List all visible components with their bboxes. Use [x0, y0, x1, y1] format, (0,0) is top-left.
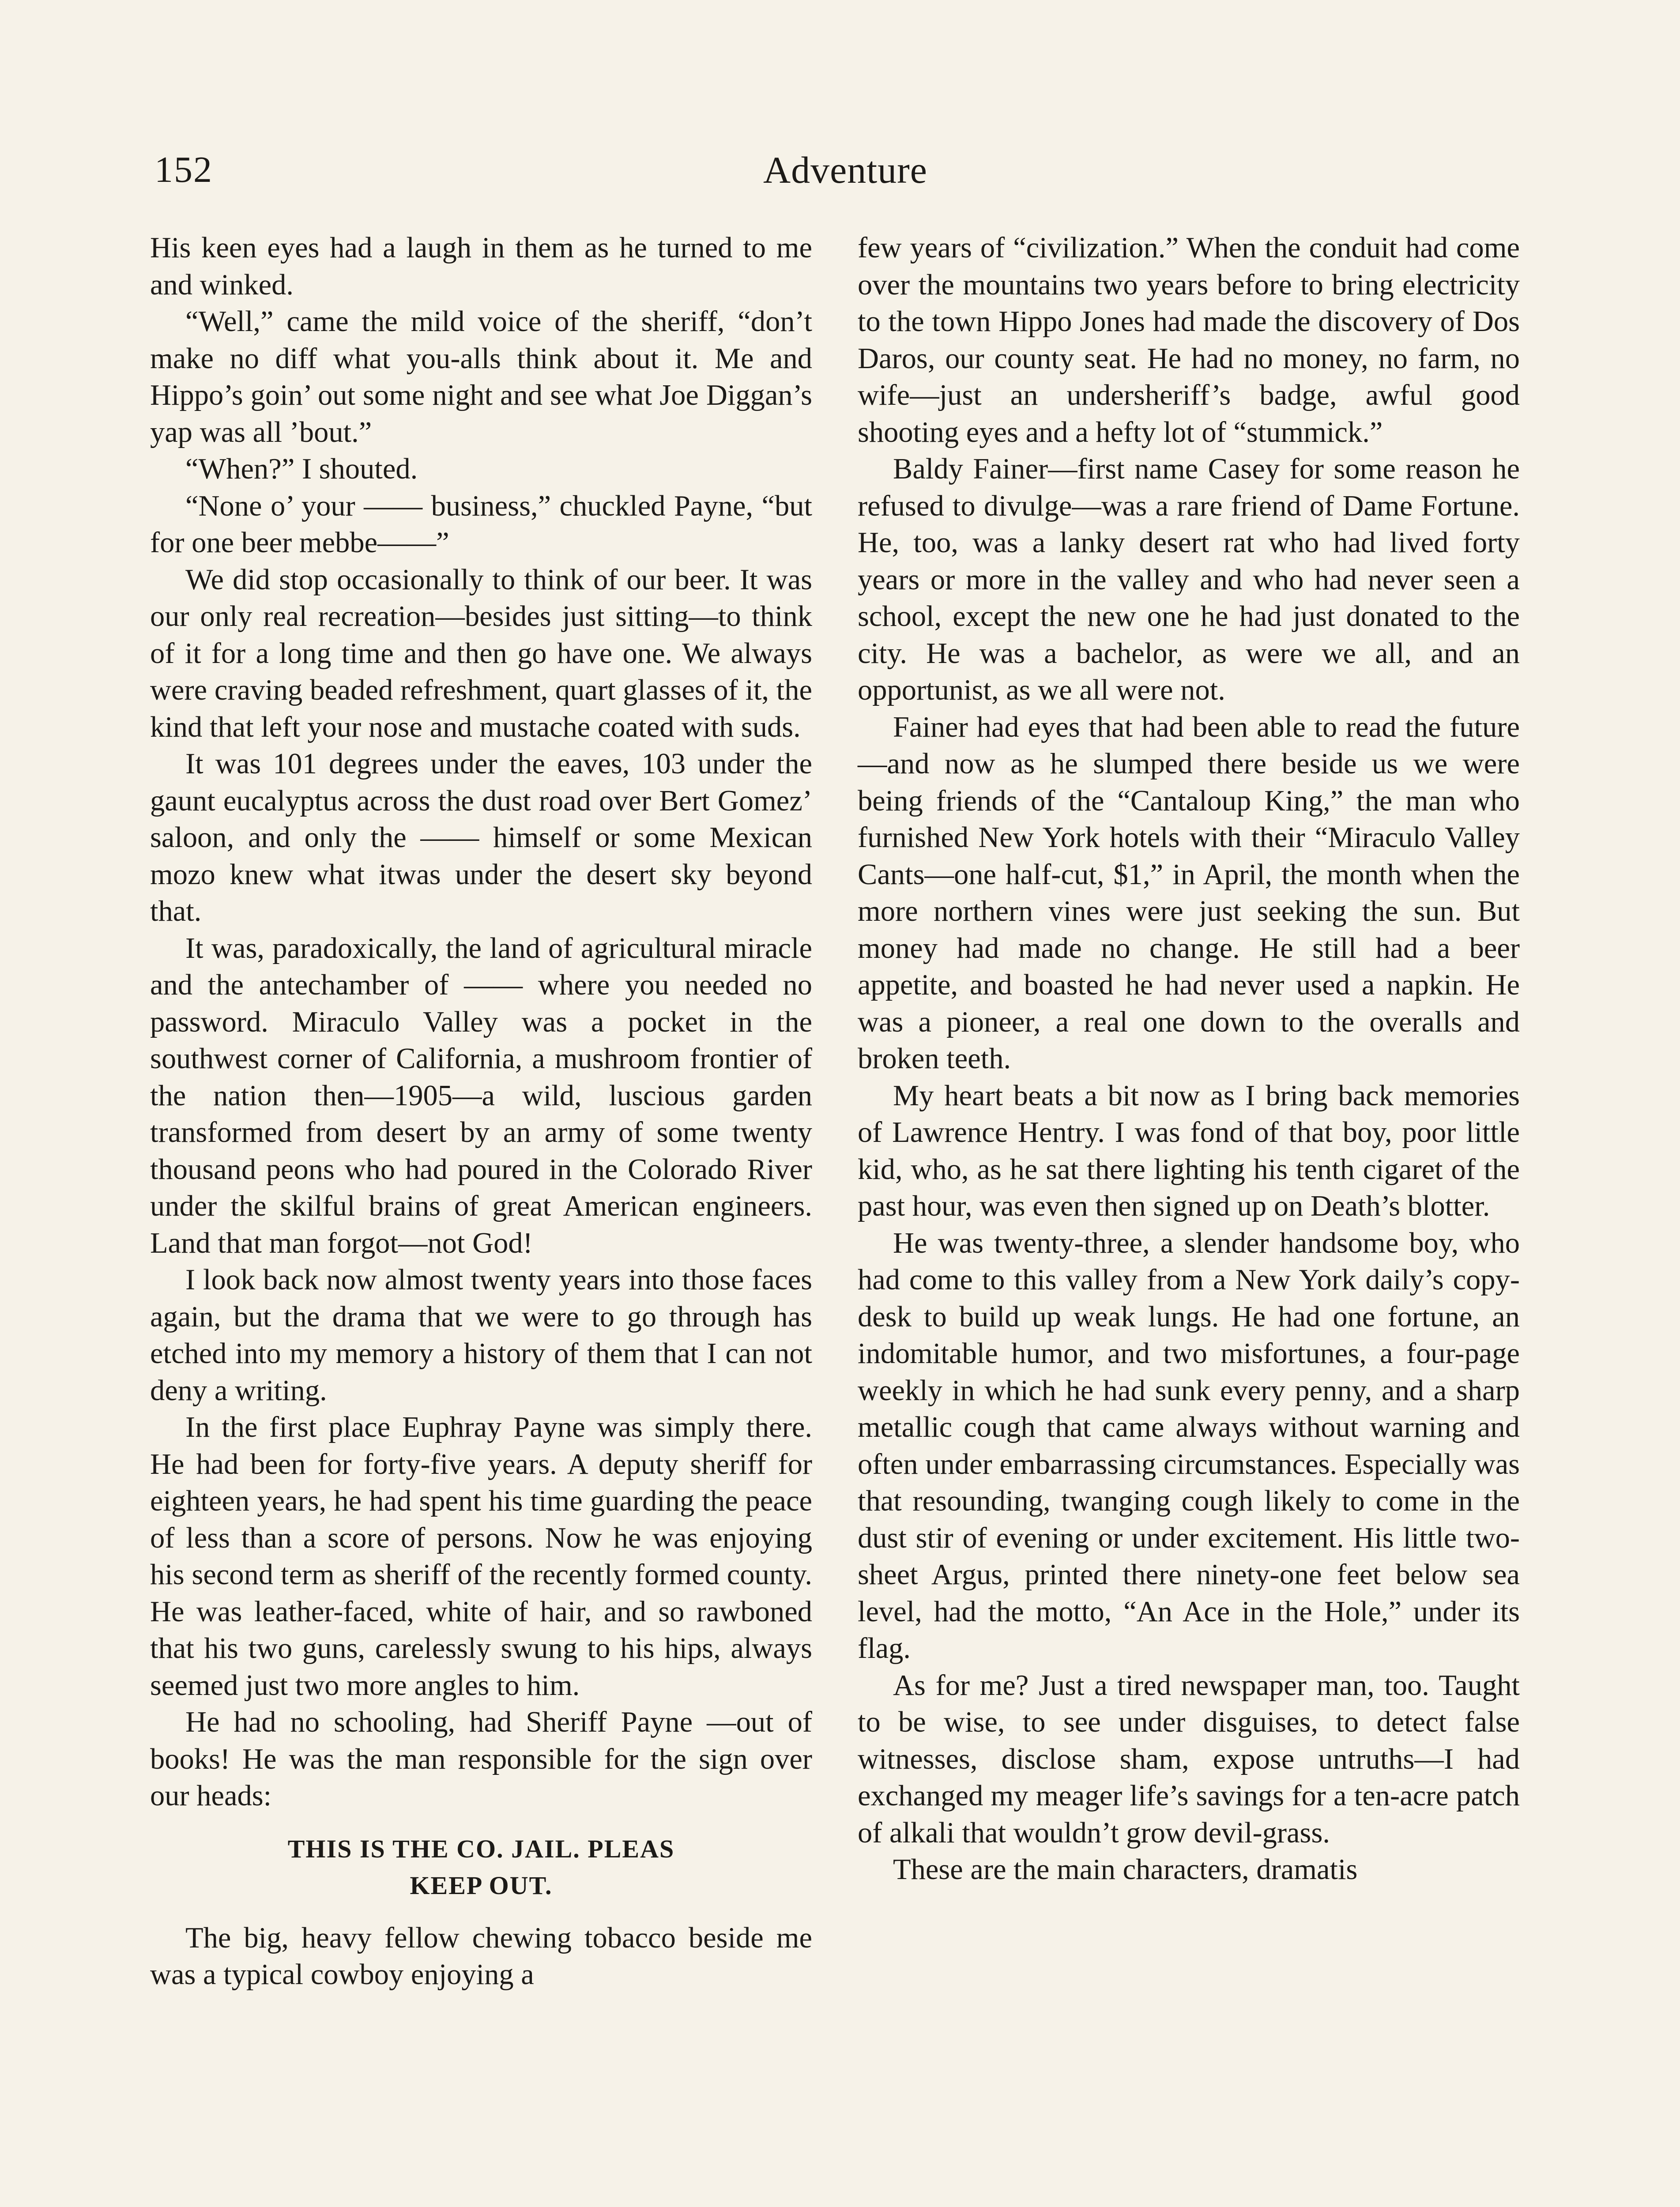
paragraph: My heart beats a bit now as I bring back memories of Lawrence Hentry. I was fond of that boy, poor little kid, who, as he sat there lighting his tenth cigaret of the past hour, was even then signed up on Death’s blotter.	[858, 1079, 1520, 1222]
paragraph: His keen eyes had a laugh in them as he turned to me and winked.	[150, 232, 812, 301]
paragraph: These are the main characters, dramatis	[893, 1853, 1358, 1886]
jail-sign	[177, 1830, 786, 1904]
paragraph: He had no schooling, had Sheriff Payne —out of books! He was the man responsible for the sign over our heads:	[150, 1706, 812, 1812]
paragraph: “When?” I shouted.	[185, 453, 418, 485]
running-head: Adventure	[763, 149, 927, 191]
left-column	[150, 230, 812, 1993]
paragraph: “Well,” came the mild voice of the sheriff, “don’t make no diff what you-alls think about it. Me and Hippo’s goin’ out some night and see what Joe Diggan’s yap was all ’bout.”	[150, 305, 812, 448]
paragraph: The big, heavy fellow chewing tobacco beside me was a typical cowboy enjoying a	[150, 1921, 812, 1991]
paragraph: He was twenty-three, a slender handsome boy, who had come to this valley from a New York daily’s copy-desk to build up weak lungs. He had one fortune, an indomitable humor, and two misfortunes, a four-page weekly in which he had sunk every penny, and a sharp metallic cough that came always without warning and often under embarrassing circumstances. Especially was that resounding, twanging cough likely to come in the dust stir of evening or under excitement. His little two-sheet Argus, printed there ninety-one feet below sea level, had the motto, “An Ace in the Hole,” under its flag.	[858, 1227, 1520, 1665]
paragraph: In the first place Euphray Payne was simply there. He had been for forty-five years. A deputy sheriff for eighteen years, he had spent his time guarding the peace of less than a score of persons. Now he was enjoying his second term as sheriff of the recently formed county. He was leather-faced, white of hair, and so rawboned that his two guns, carelessly swung to his hips, always seemed just two more angles to him.	[150, 1411, 812, 1702]
paragraph: Fainer had eyes that had been able to read the future—and now as he slumped there beside us we were being friends of the “Cantaloup King,” the man who furnished New York hotels with their “Miraculo Valley Cants—one half-cut, $1,” in April, the month when the more northern vines were just seeking the sun. But money had made no change. He still had a beer appetite, and boasted he had never used a napkin. He was a pioneer, a real one down to the overalls and broken teeth.	[858, 711, 1520, 1075]
right-column	[858, 230, 1520, 1888]
jail-sign-line: KEEP OUT.	[410, 1871, 553, 1900]
paragraph: It was 101 degrees under the eaves, 103 under the gaunt eucalyptus across the dust road over Bert Gomez’ saloon, and only the —— himself or some Mexican mozo knew what itwas under the desert sky beyond that.	[150, 748, 812, 927]
paragraph: We did stop occasionally to think of our beer. It was our only real recreation—besides just sitting—to think of it for a long time and then go have one. We always were craving beaded refreshment, quart glasses of it, the kind that left your nose and mustache coated with suds.	[150, 563, 812, 743]
paragraph: “None o’ your —— business,” chuckled Payne, “but for one beer mebbe——”	[150, 490, 812, 559]
paragraph: Baldy Fainer—first name Casey for some reason he refused to divulge—was a rare friend of Dame Fortune. He, too, was a lanky desert rat who had lived forty years or more in the valley and who had never seen a school, except the new one he had just donated to the city. He was a bachelor, as were we all, and an opportunist, as we all were not.	[858, 453, 1520, 706]
paragraph: As for me? Just a tired newspaper man, too. Taught to be wise, to see under disguises, to detect false witnesses, disclose sham, expose untruths—I had exchanged my meager life’s savings for a ten-acre patch of alkali that wouldn’t grow devil-grass.	[858, 1669, 1520, 1849]
page-header	[154, 146, 1536, 199]
paragraph: It was, paradoxically, the land of agricultural miracle and the antechamber of —— where you needed no password. Miraculo Valley was a pocket in the southwest corner of California, a mushroom frontier of the nation then—1905—a wild, luscious garden transformed from desert by an army of some twenty thousand peons who had poured in the Colorado River under the skilful brains of great American engineers. Land that man forgot—not God!	[150, 932, 812, 1259]
paragraph: few years of “civilization.” When the conduit had come over the mountains two years before to bring electricity to the town Hippo Jones had made the discovery of Dos Daros, our county seat. He had no money, no farm, no wife—just an undersheriff’s badge, awful good shooting eyes and a hefty lot of “stummick.”	[858, 232, 1520, 448]
page-number: 152	[154, 149, 213, 190]
jail-sign-line: THIS IS THE CO. JAIL. PLEAS	[287, 1834, 675, 1863]
paragraph: I look back now almost twenty years into those faces again, but the drama that we were to go through has etched into my memory a history of them that I can not deny a writing.	[150, 1264, 812, 1407]
